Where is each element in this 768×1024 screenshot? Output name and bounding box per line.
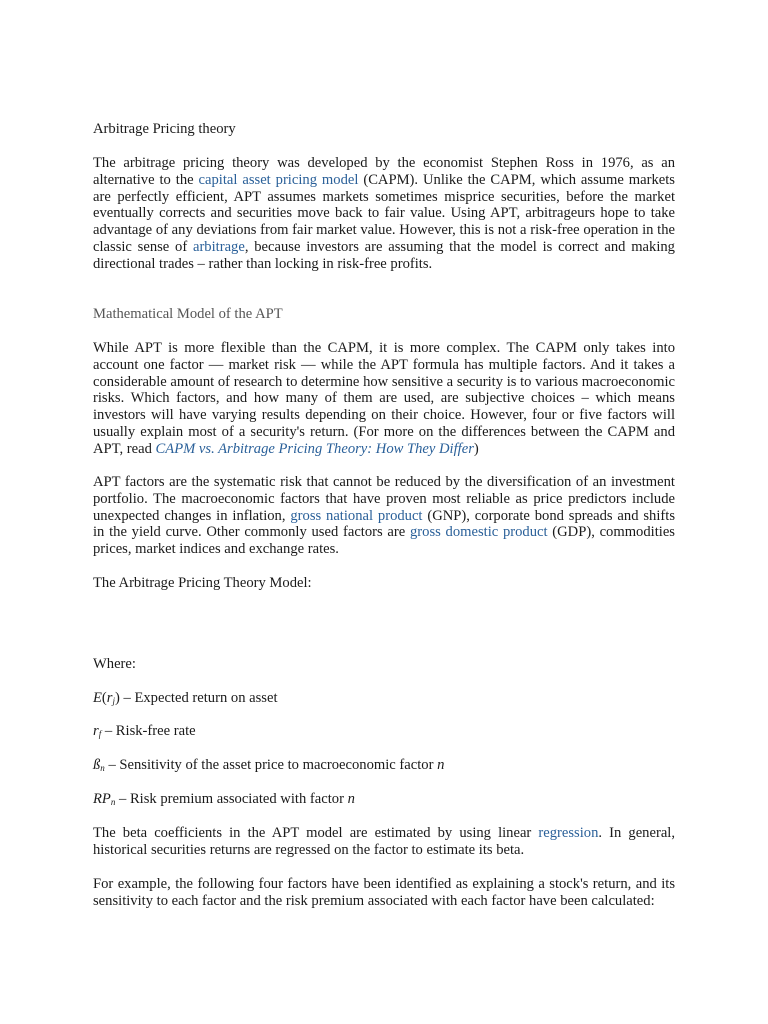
expected-return-close-paren: ) [115, 690, 120, 706]
apt-model-paragraph [93, 340, 675, 458]
where-label: Where: [93, 656, 136, 672]
sensitivity-text: – Sensitivity of the asset price to macroeconomic factor [104, 757, 438, 773]
beta-symbol: ß [93, 757, 101, 773]
apt-model-text-2: ) [473, 440, 479, 457]
apt-factors-text-2: (GNP), corporate bond spreads and shifts in the yield curve. Other commonly used factors are [93, 507, 675, 541]
definition-sensitivity [93, 757, 675, 774]
beta-paragraph [93, 825, 675, 859]
apt-factors-text-1: APT factors are the systematic risk that cannot be reduced by the diversification of an investment portfolio. The macroeconomic factors that have proven most reliable as price predictors include unexpected changes in inflation, [93, 474, 675, 524]
expected-return-text: – Expected return on asset [119, 690, 278, 706]
model-label: The Arbitrage Pricing Theory Model: [93, 575, 312, 591]
beta-text-2: . In general, historical securities returns are regressed on the factor to estimate its beta. [93, 825, 675, 858]
sensitivity-n: n [437, 757, 445, 773]
apt-model-text-1: While APT is more flexible than the CAPM, it is more complex. The CAPM only takes into account one factor — market risk — while the APT formula has multiple factors. And it takes a considerable amount of research to determine how sensitive a security is to various macroeconomic risks. Which factors, and how many of them are used, are subjective choices – which means investors will have varying results depending on their choice. However, four or five factors will usually explain most of a security's return. (For more on the differences between the CAPM and APT, read [93, 340, 675, 457]
intro-text-1: The arbitrage pricing theory was developed by the economist Stephen Ross in 1976, as an alternative to the [93, 155, 675, 188]
intro-paragraph [93, 155, 675, 273]
capm-link[interactable]: capital asset pricing model [198, 171, 359, 188]
risk-free-symbol: r [93, 723, 99, 739]
expected-return-symbol: E [93, 690, 102, 706]
definition-risk-free-rate [93, 723, 675, 740]
intro-text-2: (CAPM). Unlike the CAPM, which assume markets are perfectly efficient, APT assumes markets sometimes misprice securities, before the market eventually corrects and securities move back to fair value. Using APT, arbitrageurs hope to take advantage of any deviations from fair market value. However, this is not a risk-free operation in the classic sense of [93, 171, 675, 255]
definition-risk-premium [93, 791, 675, 808]
gnp-link[interactable]: gross national product [290, 507, 423, 524]
beta-text-1: The beta coefficients in the APT model are estimated by using linear [93, 825, 539, 841]
risk-premium-subscript: n [110, 797, 116, 807]
intro-text-3: , because investors are assuming that the model is correct and making directional trades – rather than locking in risk-free profits. [93, 238, 675, 272]
expected-return-r: r [106, 690, 113, 706]
beta-subscript: n [100, 763, 105, 773]
risk-premium-n: n [347, 791, 355, 807]
expected-return-open-paren: ( [101, 690, 107, 706]
capm-vs-apt-link[interactable]: CAPM vs. Arbitrage Pricing Theory: How They Differ [155, 440, 474, 457]
apt-factors-text-3: (GDP), commodities prices, market indices and exchange rates. [93, 524, 675, 558]
expected-return-subscript: j [112, 696, 115, 706]
regression-link[interactable]: regression [538, 825, 599, 841]
section-heading: Mathematical Model of the APT [93, 306, 283, 322]
risk-premium-text: – Risk premium associated with factor [115, 791, 348, 807]
arbitrage-link[interactable]: arbitrage [192, 238, 245, 255]
document-title: Arbitrage Pricing theory [93, 121, 236, 137]
definition-expected-return [93, 690, 675, 707]
gdp-link[interactable]: gross domestic product [409, 524, 548, 541]
risk-free-text: – Risk-free rate [101, 723, 196, 739]
risk-premium-symbol: RP [93, 791, 111, 807]
risk-free-subscript: f [98, 729, 102, 739]
example-paragraph: For example, the following four factors have been identified as explaining a stock's return, and its sensitivity to each factor and the risk premium associated with each factor have been calculated: [93, 876, 675, 909]
apt-factors-paragraph [93, 474, 675, 558]
